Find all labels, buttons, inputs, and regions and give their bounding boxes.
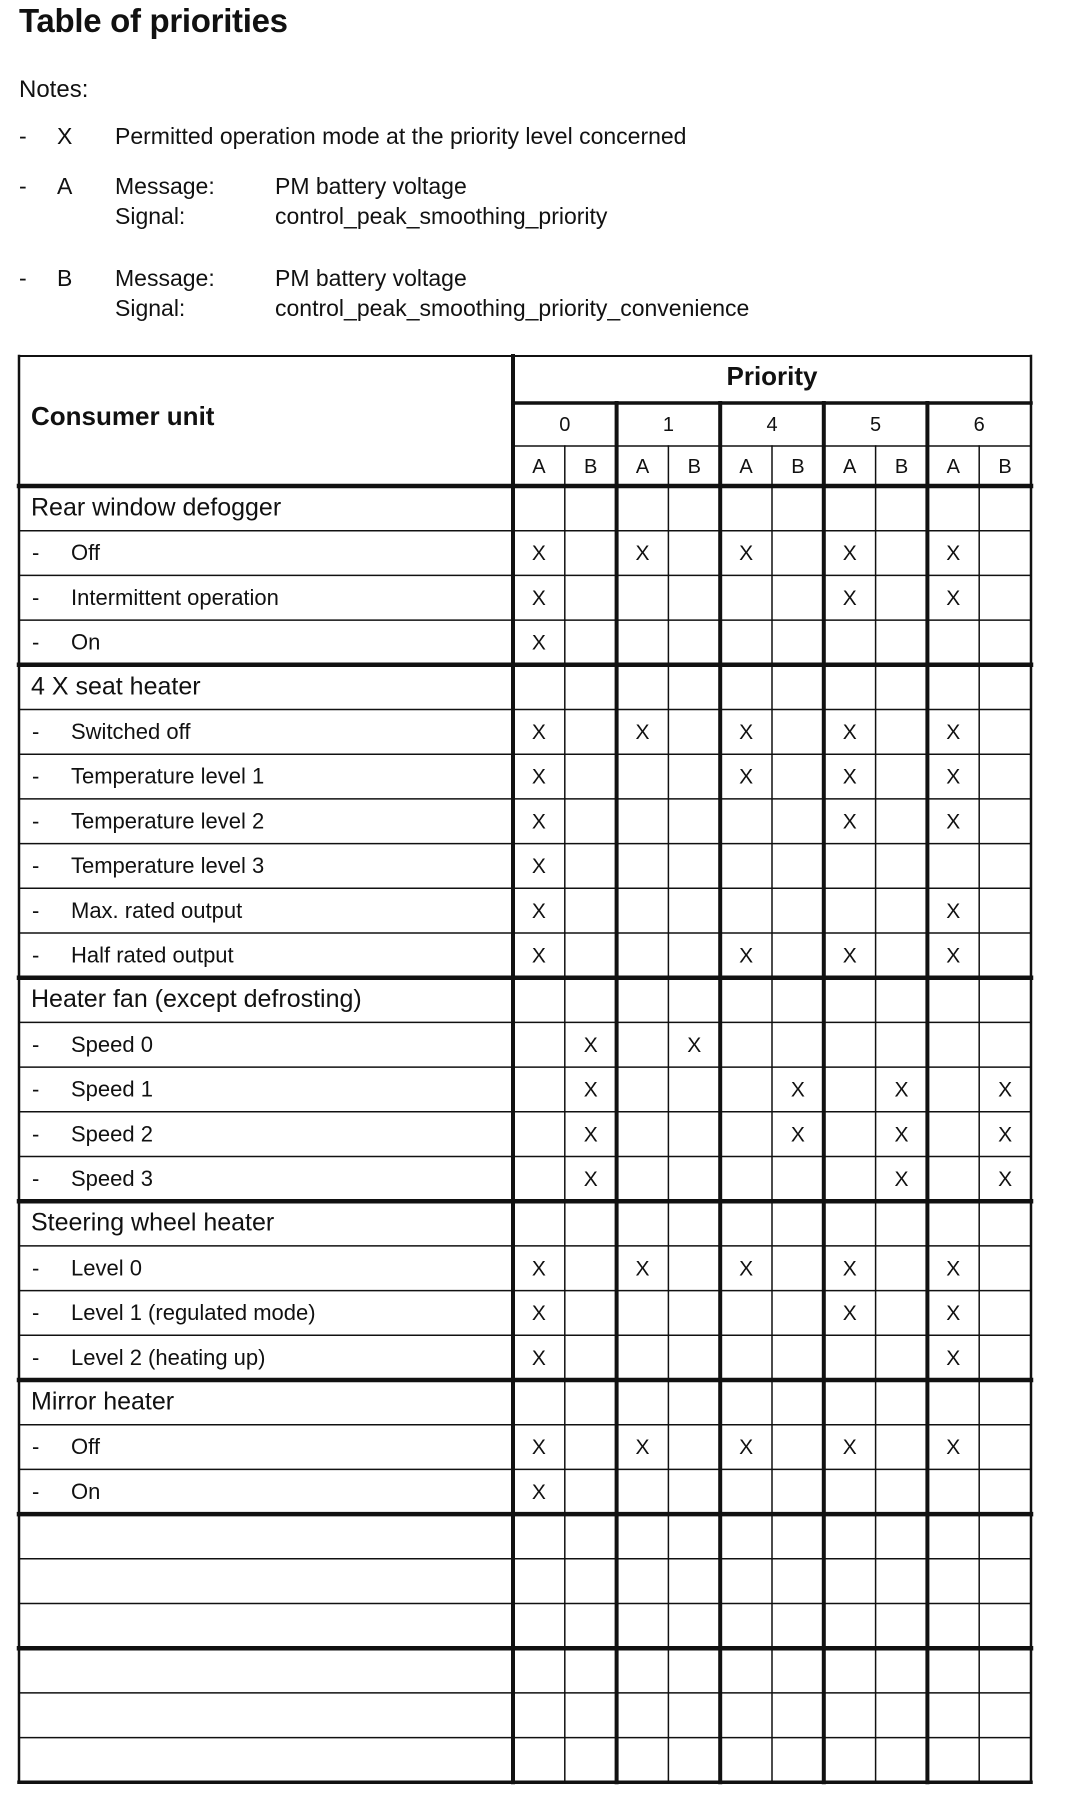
permitted-mark: X — [790, 1123, 805, 1147]
permitted-mark: X — [531, 542, 546, 566]
row-dash: - — [32, 719, 40, 745]
note-b-dash: - — [19, 265, 27, 291]
permitted-mark: X — [583, 1168, 598, 1192]
row-label: Switched off — [71, 719, 191, 745]
permitted-mark: X — [531, 944, 546, 968]
row-label: Level 2 (heating up) — [71, 1344, 266, 1370]
permitted-mark: X — [946, 542, 961, 566]
permitted-mark: X — [842, 542, 857, 566]
group-title: Steering wheel heater — [31, 1208, 275, 1237]
row-label: On — [71, 1478, 101, 1504]
row-dash: - — [32, 1344, 40, 1370]
row-dash: - — [32, 584, 40, 610]
permitted-mark: X — [946, 810, 961, 834]
permitted-mark: X — [894, 1123, 909, 1147]
permitted-mark: X — [531, 1302, 546, 1326]
permitted-mark: X — [842, 810, 857, 834]
permitted-mark: X — [842, 1302, 857, 1326]
row-label: Temperature level 2 — [71, 808, 265, 834]
permitted-mark: X — [998, 1078, 1013, 1102]
row-dash: - — [32, 1255, 40, 1281]
permitted-mark: X — [531, 765, 546, 789]
note-b-signal: control_peak_smoothing_priority_convenience — [275, 295, 750, 321]
permitted-mark: X — [739, 765, 754, 789]
row-label: Half rated output — [71, 942, 234, 968]
notes-heading: Notes: — [19, 76, 89, 103]
row-label: Temperature level 3 — [71, 853, 265, 879]
note-x-key: X — [57, 123, 73, 149]
note-b-message: PM battery voltage — [275, 265, 467, 291]
note-b-signal-label: Signal: — [115, 295, 186, 321]
subcolumn-5-b: B — [894, 456, 909, 478]
row-label: Intermittent operation — [71, 584, 279, 610]
note-a-signal-label: Signal: — [115, 203, 186, 229]
note-a-message-label: Message: — [115, 173, 215, 199]
subcolumn-6-a: A — [946, 456, 960, 478]
subcolumn-1-a: A — [635, 456, 650, 478]
permitted-mark: X — [946, 899, 961, 923]
subcolumn-0-b: B — [584, 456, 598, 478]
permitted-mark: X — [531, 721, 546, 745]
priority-level-1: 1 — [662, 414, 674, 436]
group-title: 4 X seat heater — [31, 672, 201, 701]
row-dash: - — [32, 763, 40, 789]
row-dash: - — [32, 853, 40, 879]
permitted-mark: X — [842, 586, 857, 610]
row-label: Off — [71, 540, 100, 566]
permitted-mark: X — [583, 1123, 598, 1147]
row-label: Level 0 — [71, 1255, 142, 1281]
permitted-mark: X — [739, 1436, 754, 1460]
permitted-mark: X — [946, 1257, 961, 1281]
group-title: Heater fan (except defrosting) — [31, 985, 362, 1014]
row-label: Speed 1 — [71, 1076, 153, 1102]
subcolumn-1-b: B — [687, 456, 701, 478]
note-x-text: Permitted operation mode at the priority level concerned — [115, 123, 687, 149]
consumer-unit-header: Consumer unit — [31, 401, 215, 431]
row-dash: - — [32, 1031, 40, 1057]
permitted-mark: X — [842, 1257, 857, 1281]
subcolumn-5-a: A — [843, 456, 857, 478]
permitted-mark: X — [635, 1436, 650, 1460]
note-b-key: B — [57, 265, 73, 291]
permitted-mark: X — [842, 1436, 857, 1460]
permitted-mark: X — [531, 1480, 546, 1504]
subcolumn-6-b: B — [998, 456, 1012, 478]
permitted-mark: X — [842, 944, 857, 968]
permitted-mark: X — [946, 944, 961, 968]
permitted-mark: X — [531, 1257, 546, 1281]
priority-level-6: 6 — [973, 414, 985, 436]
row-dash: - — [32, 1434, 40, 1460]
note-b-message-label: Message: — [115, 265, 215, 291]
permitted-mark: X — [739, 944, 754, 968]
permitted-mark: X — [946, 765, 961, 789]
permitted-mark: X — [635, 721, 650, 745]
permitted-mark: X — [531, 899, 546, 923]
permitted-mark: X — [687, 1033, 702, 1057]
row-label: Level 1 (regulated mode) — [71, 1300, 316, 1326]
permitted-mark: X — [894, 1078, 909, 1102]
row-label: Speed 0 — [71, 1031, 153, 1057]
page-title: Table of priorities — [19, 2, 288, 39]
permitted-mark: X — [998, 1168, 1013, 1192]
priority-level-0: 0 — [559, 414, 571, 436]
permitted-mark: X — [946, 1346, 961, 1370]
row-dash: - — [32, 629, 40, 655]
permitted-mark: X — [531, 855, 546, 879]
permitted-mark: X — [635, 542, 650, 566]
group-title: Mirror heater — [31, 1387, 175, 1416]
permitted-mark: X — [531, 1436, 546, 1460]
row-dash: - — [32, 1076, 40, 1102]
row-label: On — [71, 629, 101, 655]
permitted-mark: X — [531, 631, 546, 655]
note-x-dash: - — [19, 123, 27, 149]
row-dash: - — [32, 1478, 40, 1504]
permitted-mark: X — [946, 586, 961, 610]
row-dash: - — [32, 942, 40, 968]
permitted-mark: X — [842, 721, 857, 745]
subcolumn-4-a: A — [739, 456, 753, 478]
row-dash: - — [32, 1121, 40, 1147]
row-label: Temperature level 1 — [71, 763, 265, 789]
subcolumn-0-a: A — [532, 456, 546, 478]
permitted-mark: X — [531, 810, 546, 834]
priority-level-4: 4 — [766, 414, 778, 436]
permitted-mark: X — [739, 1257, 754, 1281]
group-title: Rear window defogger — [31, 493, 282, 522]
row-dash: - — [32, 897, 40, 923]
permitted-mark: X — [998, 1123, 1013, 1147]
permitted-mark: X — [635, 1257, 650, 1281]
permitted-mark: X — [739, 721, 754, 745]
permitted-mark: X — [790, 1078, 805, 1102]
permitted-mark: X — [583, 1078, 598, 1102]
permitted-mark: X — [946, 1436, 961, 1460]
subcolumn-4-b: B — [791, 456, 805, 478]
row-dash: - — [32, 1166, 40, 1192]
row-label: Speed 2 — [71, 1121, 153, 1147]
note-a-dash: - — [19, 173, 27, 199]
permitted-mark: X — [531, 586, 546, 610]
row-label: Off — [71, 1434, 100, 1460]
row-dash: - — [32, 808, 40, 834]
note-a-key: A — [57, 173, 73, 199]
permitted-mark: X — [946, 1302, 961, 1326]
permitted-mark: X — [739, 542, 754, 566]
note-a-signal: control_peak_smoothing_priority — [275, 203, 608, 229]
permitted-mark: X — [583, 1033, 598, 1057]
priority-header: Priority — [726, 361, 818, 391]
row-dash: - — [32, 1300, 40, 1326]
priority-level-5: 5 — [870, 414, 882, 436]
note-a-message: PM battery voltage — [275, 173, 467, 199]
permitted-mark: X — [842, 765, 857, 789]
permitted-mark: X — [946, 721, 961, 745]
row-label: Speed 3 — [71, 1166, 153, 1192]
permitted-mark: X — [894, 1168, 909, 1192]
permitted-mark: X — [531, 1346, 546, 1370]
row-dash: - — [32, 540, 40, 566]
row-label: Max. rated output — [71, 897, 243, 923]
